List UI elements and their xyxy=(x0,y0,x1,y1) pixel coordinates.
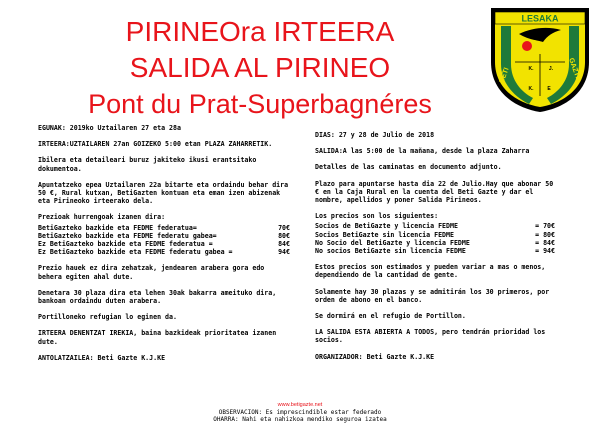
title-line-1: PIRINEOra IRTEERA xyxy=(125,16,395,47)
price-label: No socios BetiGazte sin licencia FEDME xyxy=(315,247,466,256)
price-label: Socios de BetiGazte y licencia FEDME xyxy=(315,222,458,231)
website-link[interactable]: www.betigazte.net xyxy=(277,402,323,408)
price-row xyxy=(38,232,290,240)
price-value: = 80€ xyxy=(535,230,555,239)
departure-eu: IRTEERA:UZTAILAREN 27an GOIZEKO 5:00 etan PLAZA ZAHARRETIK. xyxy=(38,140,273,149)
date-es: DIAS: 27 y 28 de Julio de 2018 xyxy=(315,131,435,139)
logo-letter-4: E xyxy=(547,86,551,92)
logo-left-text: BETI xyxy=(498,66,511,85)
prices-note-eu: Prezio hauek ez dira zehatzak, jendearen arabera gora edo behera egiten ahal dute. xyxy=(38,264,265,281)
logo-ball xyxy=(522,41,532,51)
prices-note-es: Estos precios son estimados y pueden variar a mas o menos, dependiendo de la cantidad de gente. xyxy=(315,263,546,280)
price-value: 94€ xyxy=(278,248,290,257)
price-list-es xyxy=(315,222,555,255)
price-row xyxy=(315,231,555,239)
open-es: LA SALIDA ESTA ABIERTA A TODOS, pero tendrán prioridad los socios. xyxy=(315,328,546,345)
price-row xyxy=(38,248,290,256)
price-value: = 84€ xyxy=(535,238,555,247)
departure-es: SALIDA:A las 5:00 de la mañana, desde la plaza Zaharra xyxy=(315,147,530,156)
price-value: 84€ xyxy=(278,240,290,249)
date-eu: EGUNAK: 2019ko Uztailaren 27 eta 28a xyxy=(38,124,181,132)
logo-letter-1: K. xyxy=(528,66,534,72)
price-row xyxy=(315,239,555,247)
price-list-eu xyxy=(38,224,290,257)
prices-title-es: Los precios son los siguientes: xyxy=(315,212,439,221)
logo-letter-2: J. xyxy=(548,66,554,72)
title-line-2: SALIDA AL PIRINEO xyxy=(129,52,391,83)
details-eu: Ibilera eta detaileari buruz jakiteko ikusi erantsitako dokumentoa. xyxy=(38,156,257,173)
signup-es: Plazo para apuntarse hasta dia 22 de Julio.Hay que abonar 50 € en la Caja Rural en la cuenta del Beti Gazte y dar el nombre, apellidos y poner Salida Pirineos. xyxy=(315,179,554,205)
price-label: BetiGazteko bazkide eta FEDME federatua= xyxy=(38,223,197,232)
basque-column xyxy=(38,124,290,370)
price-value: 80€ xyxy=(278,231,290,240)
signup-eu: Apuntatzeko epea Uztailaren 22a bitarte eta ordaindu behar dira 50 €, Rural kutxan, BetiGazten kontuan eta eman izen abizenak eta Pirineoko irteerako dela. xyxy=(38,180,289,206)
logo-right-text: GAZTE xyxy=(567,57,582,82)
organizer-es: ORGANIZADOR: Beti Gazte K.J.KE xyxy=(315,352,435,361)
price-label: Ez BetiGazteko bazkide eta FEDME federatua = xyxy=(38,240,213,249)
price-row xyxy=(315,247,555,255)
prices-title-eu: Prezioak hurrengoak izanen dira: xyxy=(38,213,166,222)
price-row xyxy=(38,240,290,248)
organizer-eu: ANTOLATZAILEA: Beti Gazte K.J.KE xyxy=(38,353,166,362)
price-label: Socios BetiGazte sin licencia FEDME xyxy=(315,230,454,239)
price-label: BetiGazteko bazkide eta FEDME federatu gabea= xyxy=(38,231,217,240)
title-line-3: Pont du Prat-Superbagnéres xyxy=(88,89,432,119)
price-label: No Socio del BetiGazte y licencia FEDME xyxy=(315,238,470,247)
details-es: Detalles de las caminatas en documento adjunto. xyxy=(315,163,502,172)
places-eu: Denetara 30 plaza dira eta lehen 30ak bakarra ameituko dira, bankoan ordaindu duten arabera. xyxy=(38,288,277,306)
price-row xyxy=(315,222,555,230)
spanish-column xyxy=(315,131,555,369)
observation-note: OBSERVACION: Es imprescindible estar federado xyxy=(218,409,382,416)
places-es: Solamente hay 30 plazas y se admitirán los 30 primeros, por orden de abono en el banco. xyxy=(315,287,550,304)
refuge-eu: Portilloneko refugian lo eginen da. xyxy=(38,313,177,322)
logo-letter-3: K. xyxy=(528,86,534,92)
open-eu: IRTEERA DENENTZAT IREKIA, baina bazkideak prioritatea izanen dute. xyxy=(38,329,277,346)
price-row xyxy=(38,224,290,232)
price-label: Ez BetiGazteko bazkide eta FEDME federatu gabea = xyxy=(38,248,233,257)
ohar-note: OHARRA: Nahi eta nahizkoa mendiko seguroa izatea xyxy=(213,416,387,423)
price-value: 70€ xyxy=(278,223,290,232)
price-value: = 94€ xyxy=(535,247,555,256)
refuge-es: Se dormirá en el refugio de Portillon. xyxy=(315,312,466,321)
price-value: = 70€ xyxy=(535,222,555,231)
logo-top-text: LESAKA xyxy=(521,13,559,24)
beti-gazte-logo xyxy=(487,4,593,114)
